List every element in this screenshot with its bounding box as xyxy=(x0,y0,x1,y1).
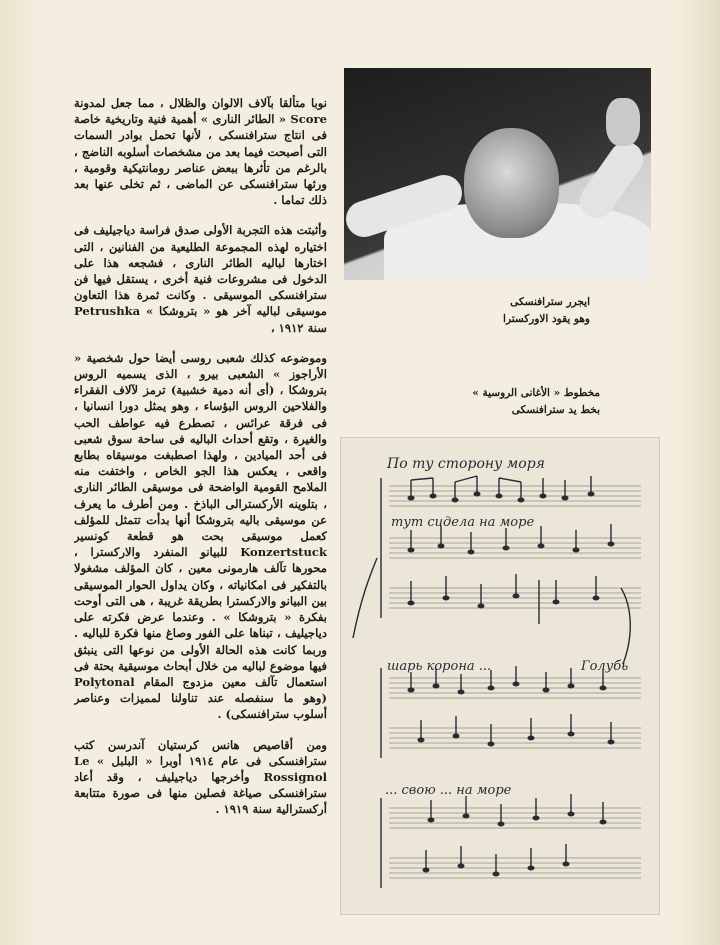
manuscript-lyric-4: шарь корона ... xyxy=(387,659,492,674)
paragraph-4: ومن أقاصيص هانس كرستيان آندرسن كتب سترافنسكى فى عام ١٩١٤ أوبرا « البلبل » Le Rossignol وأخرجها دياجيليف ، وقد أعاد سترافنسكى صياغة فصلين منها فى صورة متتابعة أركسترالية سنة ١٩١٩ . xyxy=(74,737,327,817)
photo-caption-line-2: وهو يقود الاوركسترا xyxy=(503,313,590,325)
photo-head xyxy=(464,128,559,238)
manuscript-caption-line-2: بخط يد سترافنسكى xyxy=(511,404,600,416)
manuscript-lyric-2: тут сидела на море xyxy=(391,515,535,530)
manuscript-caption xyxy=(420,385,600,419)
manuscript-drawing xyxy=(341,438,659,914)
note-heads xyxy=(408,492,615,877)
manuscript-image xyxy=(340,437,660,915)
article-text-column xyxy=(74,95,327,895)
manuscript-lyric-5: ... свою ... на море xyxy=(385,783,512,798)
paragraph-1: نوبا متألقا بآلاف الالوان والظلال ، مما جعل لمدونة Score « الطائر النارى » أهمية فنية وتاريخية خاصة فى انتاج سترافنسكى ، لأنها تحمل بوادر السمات التى أصبحت فيما بعد من مشخصات أسلوبه الناضج ، بالرغم من تأثرها ببعض عناصر رومانتيكية وقومية ، ورثها سترافنسكى عن الماضى ، ثم تخلى عنها بعد ذلك تماما . xyxy=(74,96,327,208)
photo-caption xyxy=(430,294,590,328)
manuscript-caption-line-1: مخطوط « الأغانى الروسية » xyxy=(472,387,600,399)
paragraph-3: وموضوعه كذلك شعبى روسى أيضا حول شخصية « الأراجوز » الشعبى بيرو ، الذى يسميه الروس بتروشكا ، (أى أنه دمية خشبية) ترمز لآلاف الفقراء والفلاحين الروس البؤساء ، وهو يمثل دورا انسانيا ، فى فرقة عرائس ، تصطرع فيه عواطف الحب والغيرة ، وتقع أحداث الباليه فى ساحة سوق شعبى فى أحد الميادين ، ولهذا اصطبغت موسيقاه بطابع واقعى ، يعكس هذا الجو الخاص ، واختفت منه الملامح القومية الواضحة فى موسيقى الطائر النارى ، بتلوينه الأركسترالى الباذخ . ومن أطرف ما يعرف عن موسيقى باليه بتروشكا أنها بدأت تتمثل للمؤلف كعمل موسيقى بحت هو قطعة كونسير Konzertstuck للبيانو المنفرد والاركسترا ، محورها تآلف هارمونى معين ، كان المؤلف مشغولا بالتفكير فى امكانياته ، وكان يداول الحوار الموسيقى بين البيانو والاركسترا بطريقة غريبة ، هى التى أوحت بفكرة « بتروشكا » . وعندما عرض فكرته على دياجيليف ، تبناها على الفور وصاغ منها فكرة للباليه . وربما كانت هذه الحالة الأولى من نوعها التى ينبثق فيها موضوع لباليه من خلال أبحاث موسيقية بحتة فى استعمال تآلف معين مزدوج المقام Polytonal (وهو ما سنفصله عند تناولنا لمميزات وعناصر أسلوب سترافنسكى) . xyxy=(74,350,327,722)
paragraph-2: وأثبتت هذه التجربة الأولى صدق فراسة دياجيليف فى اختياره لهذه المجموعة الطليعية من الفنانين ، التى اختارها لباليه الطائر النارى ، فشجعه هذا على الدخول فى مشروعات فنية أخرى ، يستقل فيها فن سترافنسكى الموسيقى . وكانت ثمرة هذا التعاون موسيقى لباليه آخر هو « بتروشكا » Petrushka سنة ١٩١٢ ، xyxy=(74,223,327,335)
conductor-photo xyxy=(344,68,651,280)
photo-hand xyxy=(606,98,640,146)
manuscript-lyric-1: По ту сторону моря xyxy=(387,456,545,472)
manuscript-lyric-3: Голубь xyxy=(581,659,629,674)
photo-caption-line-1: ايجرر سترافنسكى xyxy=(510,296,590,308)
